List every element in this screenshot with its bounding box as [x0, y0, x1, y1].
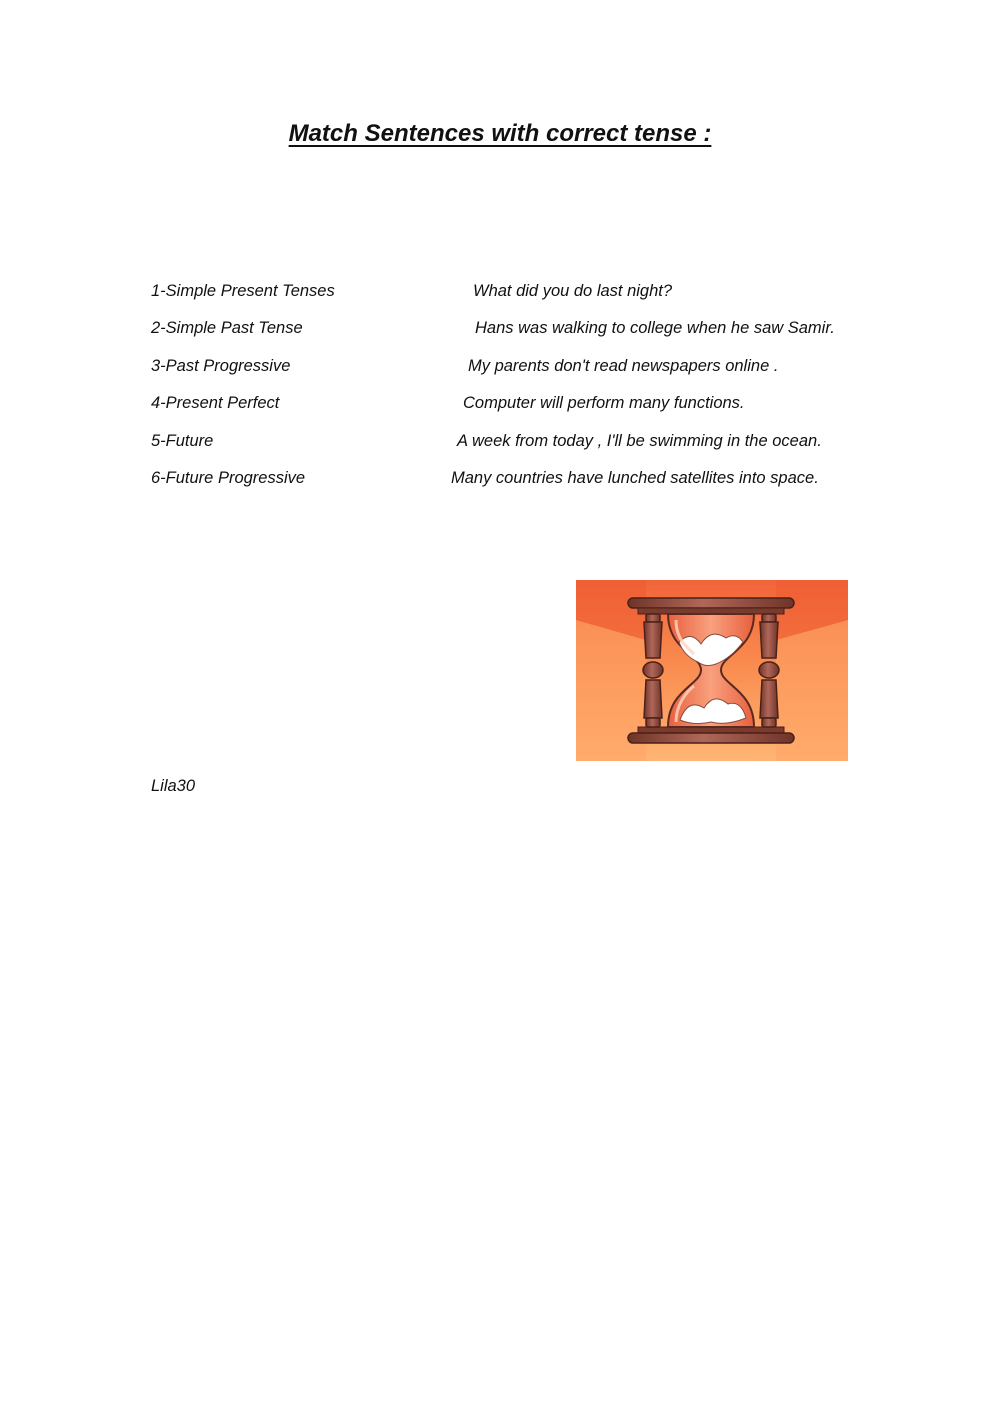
tense-item-3: 3-Past Progressive	[151, 357, 291, 375]
tense-item-2: 2-Simple Past Tense	[151, 319, 303, 337]
sentence-item-2: Hans was walking to college when he saw Samir.	[475, 319, 835, 337]
sentence-item-6: Many countries have lunched satellites into space.	[451, 469, 819, 487]
sentence-item-1: What did you do last night?	[473, 282, 673, 300]
tense-item-5: 5-Future	[151, 432, 214, 450]
page-title: Match Sentences with correct tense :	[288, 120, 712, 147]
tense-item-1: 1-Simple Present Tenses	[151, 282, 335, 300]
tense-item-6: 6-Future Progressive	[151, 469, 306, 487]
sentence-item-3: My parents don't read newspapers online .	[468, 357, 779, 375]
tense-item-4: 4-Present Perfect	[151, 394, 280, 412]
sentence-item-5: A week from today , I'll be swimming in the ocean.	[457, 432, 822, 450]
hourglass-icon	[576, 580, 848, 761]
sentence-item-4: Computer will perform many functions.	[463, 394, 745, 412]
author-signature: Lila30	[151, 777, 196, 795]
